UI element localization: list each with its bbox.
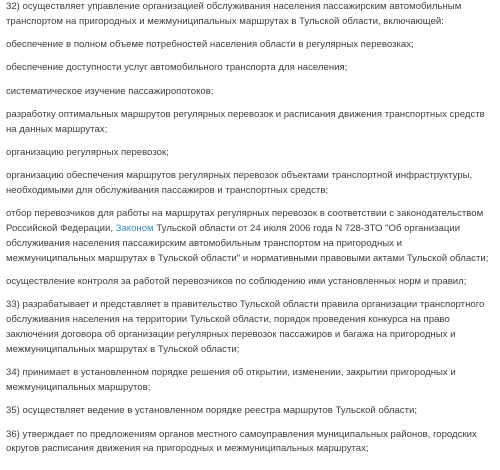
law-link[interactable]: Законом [115,223,154,235]
paragraph-34: 34) принимает в установленном порядке решения об открытии, изменении, закрытии пригородных и межмуниципальных маршрутов; [6,367,456,393]
paragraph-35: 35) осуществляет ведение в установленном порядке реестра маршрутов Тульской области; [6,405,418,417]
list-item-with-link [6,207,494,266]
paragraph-32: 32) осуществляет управление организацией обслуживания населения пассажирским автомобильным транспортом на пригородных и межмуниципальных маршрутах в Тульской области, включающей: [6,1,462,27]
list-item: организацию обеспечения маршрутов регулярных перевозок объектами транспортной инфраструктуры, необходимыми для обслуживания пассажиров и транспортных средств; [6,170,473,197]
list-item: организацию регулярных перевозок; [6,147,169,159]
list-item: разработку оптимальных маршрутов регулярных перевозок и расписания движения транспортных средств на данных маршрутах; [6,108,485,135]
list-item: систематическое изучение пассажиропотоков; [6,85,214,97]
paragraph-33: 33) разрабатывает и представляет в правительство Тульской области правила организации транспортного обслуживания населения на территории Тульской области, порядок проведения конкурса на право заключения договора об организации регулярных перевозок пассажиров и багажа на пригородных и межмуниципальных маршрутах в Тульской области; [6,299,485,355]
list-item-text-after: Тульской области от 24 июля 2006 года N 728-ЗТО "Об организации обслуживания населения пассажирским автомобильным транспортом на пригородных и межмуниципальных маршрутах в Тульской области" и нормативными правовыми актами Тульской области; [6,223,489,264]
list-item-text-before: отбор перевозчиков для работы на маршрутах регулярных перевозок в соответствии с законодательством Российской Федерации, [6,208,484,235]
paragraph-36: 36) утверждает по предложениям органов местного самоуправления муниципальных районов, городских округов расписания движения на пригородных и межмуниципальных маршрутах; [6,428,477,455]
list-item: обеспечение в полном объеме потребностей населения области в регулярных перевозках; [6,39,414,51]
list-item: обеспечение доступности услуг автомобильного транспорта для населения; [6,62,348,74]
list-item: осуществление контроля за работой перевозчиков по соблюдению ими установленных норм и правил; [6,276,467,288]
